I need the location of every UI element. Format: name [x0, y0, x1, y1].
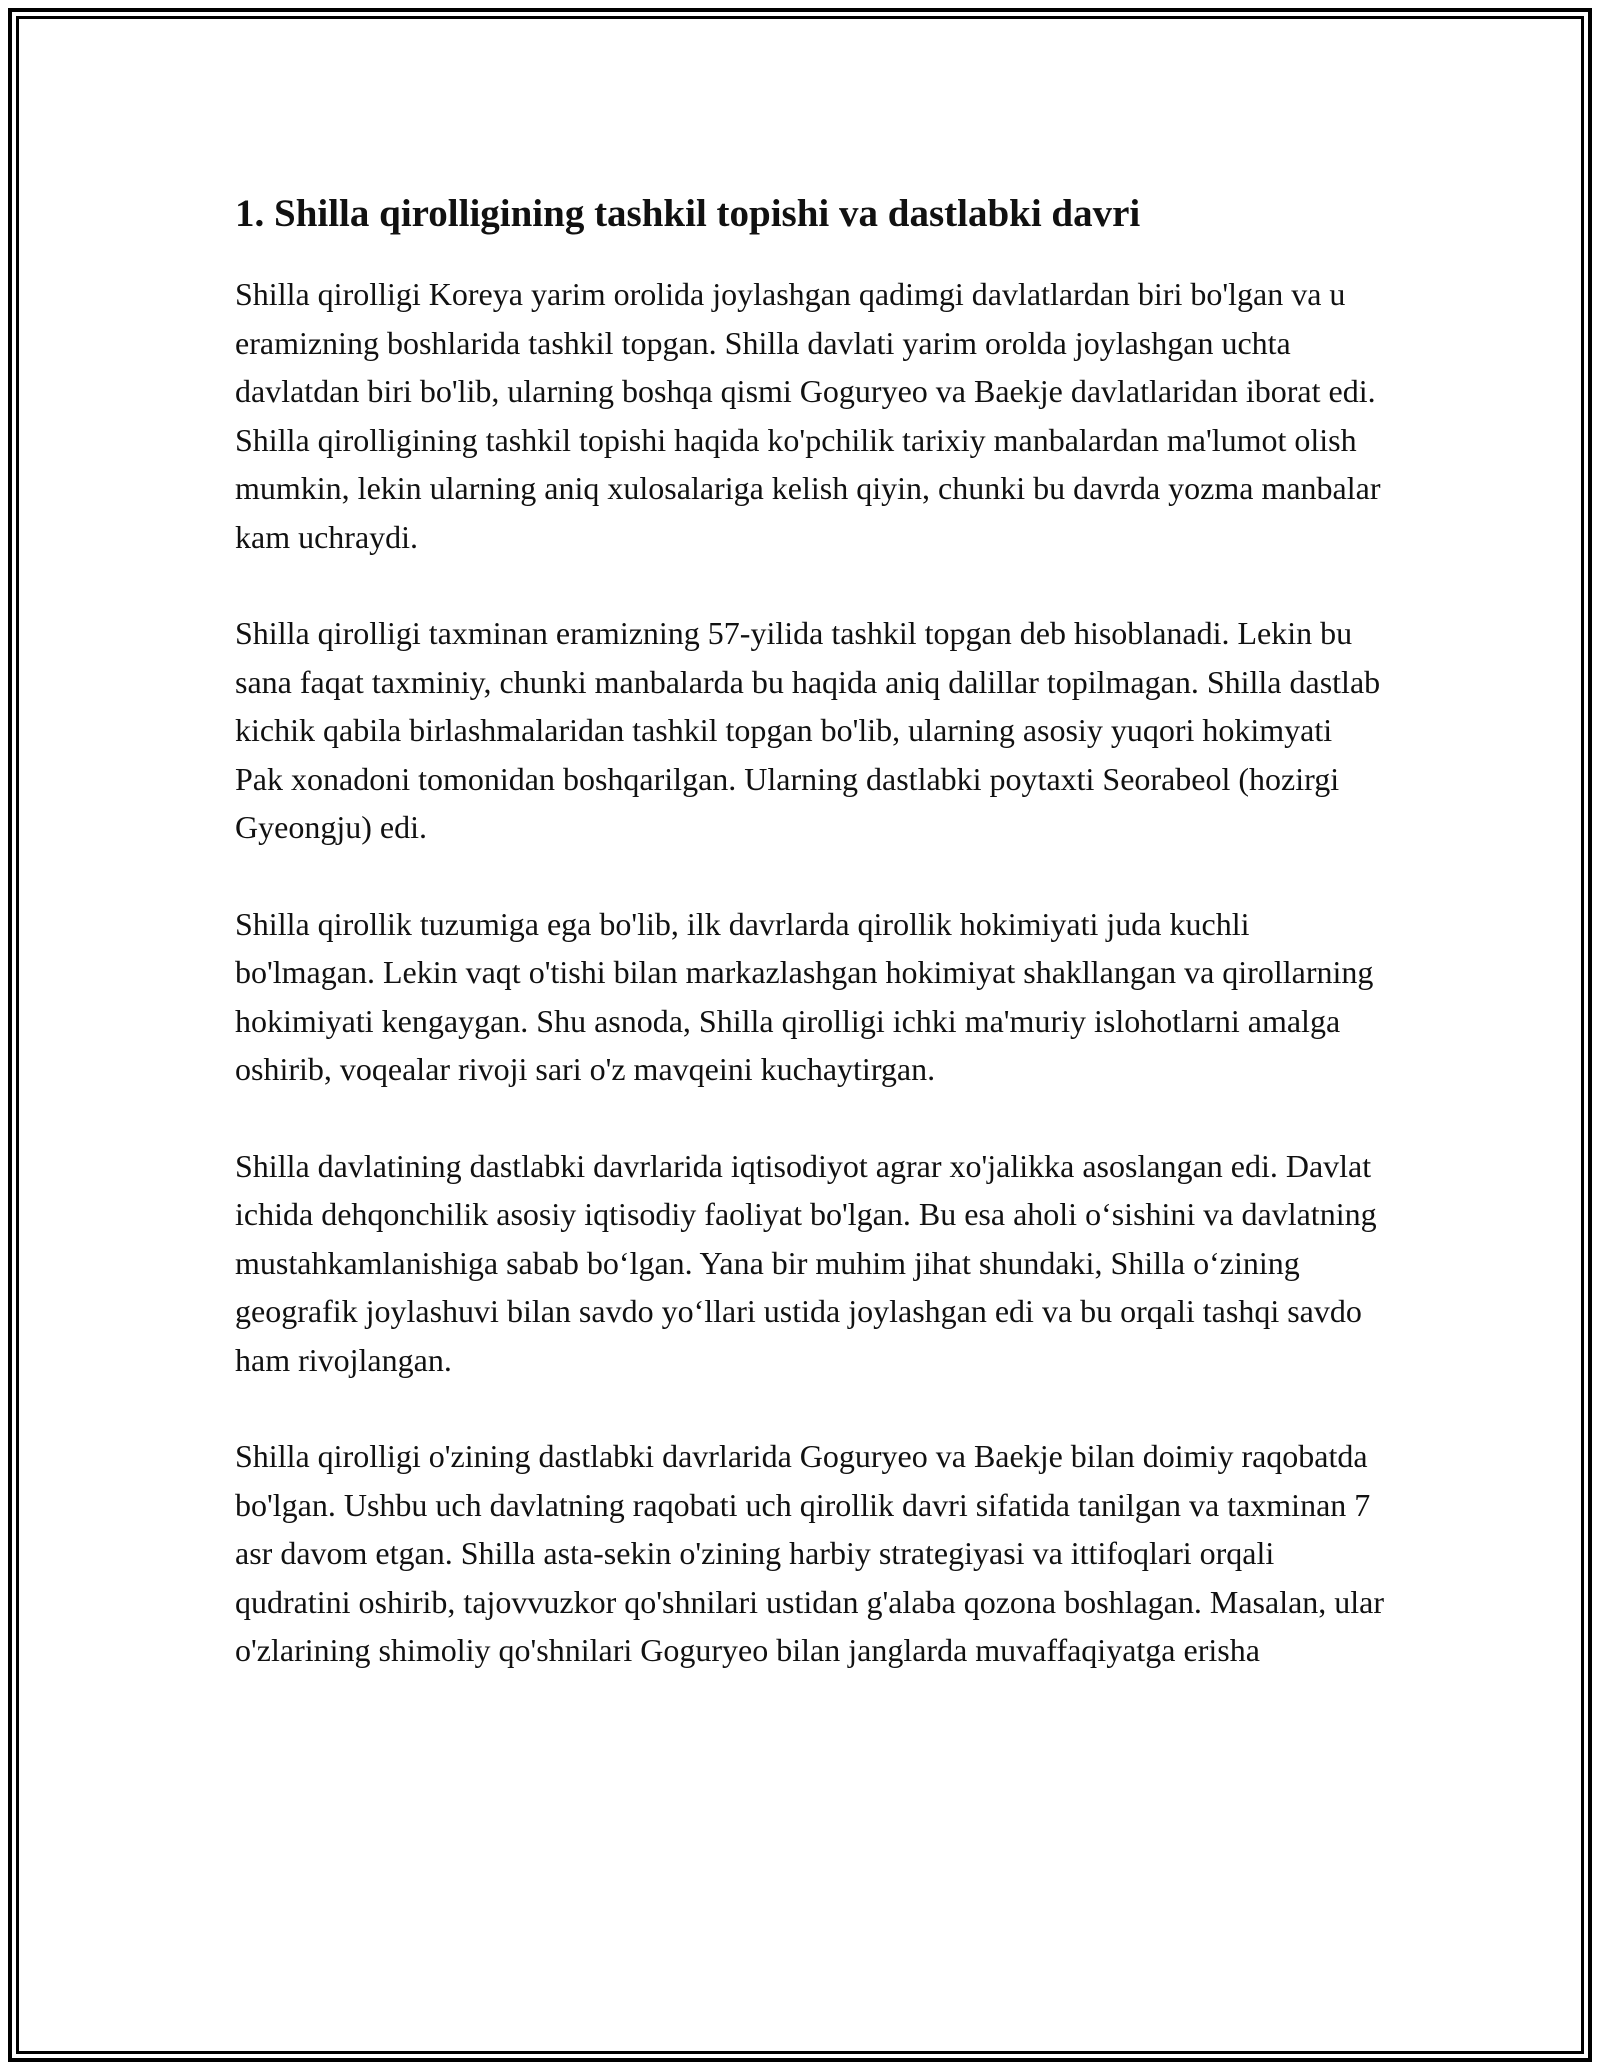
document-body: [235, 188, 1385, 1723]
paragraph-1: Shilla qirolligi Koreya yarim orolida joylashgan qadimgi davlatlardan biri bo'lgan va u eramizning boshlarida tashkil topgan. Shilla davlati yarim orolda joylashgan uchta davlatdan biri bo'lib, ularning boshqa qismi Goguryeo va Baekje davlatlaridan iborat edi. Shilla qirolligining tashkil topishi haqida ko'pchilik tarixiy manbalardan ma'lumot olish mumkin, lekin ularning aniq xulosalariga kelish qiyin, chunki bu davrda yozma manbalar kam uchraydi.: [235, 276, 1381, 555]
section-heading: 1. Shilla qirolligining tashkil topishi va dastlabki davri: [235, 192, 1141, 235]
paragraph-4: Shilla davlatining dastlabki davrlarida iqtisodiyot agrar xo'jalikka asoslangan edi. Davlat ichida dehqonchilik asosiy iqtisodiy faoliyat bo'lgan. Bu esa aholi o‘sishini va davlatning mustahkamlanishiga sabab bo‘lgan. Yana bir muhim jihat shundaki, Shilla o‘zining geografik joylashuvi bilan savdo yo‘llari ustida joylashgan edi va bu orqali tashqi savdo ham rivojlangan.: [235, 1147, 1377, 1378]
paragraph-3: Shilla qirollik tuzumiga ega bo'lib, ilk davrlarda qirollik hokimiyati juda kuchli bo'lmagan. Lekin vaqt o'tishi bilan markazlashgan hokimiyat shakllangan va qirollarning hokimiyati kengaygan. Shu asnoda, Shilla qirolligi ichki ma'muriy islohotlarni amalga oshirib, voqealar rivoji sari o'z mavqeini kuchaytirgan.: [235, 905, 1374, 1087]
paragraph-2: Shilla qirolligi taxminan eramizning 57-yilida tashkil topgan deb hisoblanadi. Lekin bu sana faqat taxminiy, chunki manbalarda bu haqida aniq dalillar topilmagan. Shilla dastlab kichik qabila birlashmalaridan tashkil topgan bo'lib, ularning asosiy yuqori hokimyati Pak xonadoni tomonidan boshqarilgan. Ularning dastlabki poytaxti Seorabeol (hozirgi Gyeongju) edi.: [235, 615, 1381, 845]
paragraph-5: Shilla qirolligi o'zining dastlabki davrlarida Goguryeo va Baekje bilan doimiy raqobatda bo'lgan. Ushbu uch davlatning raqobati uch qirollik davri sifatida tanilgan va taxminan 7 asr davom etgan. Shilla asta-sekin o'zining harbiy strategiyasi va ittifoqlari orqali qudratini oshirib, tajovvuzkor qo'shnilari ustidan g'alaba qozona boshlagan. Masalan, ular o'zlarining shimoliy qo'shnilari Goguryeo bilan janglarda muvaffaqiyatga erisha: [235, 1438, 1385, 1668]
